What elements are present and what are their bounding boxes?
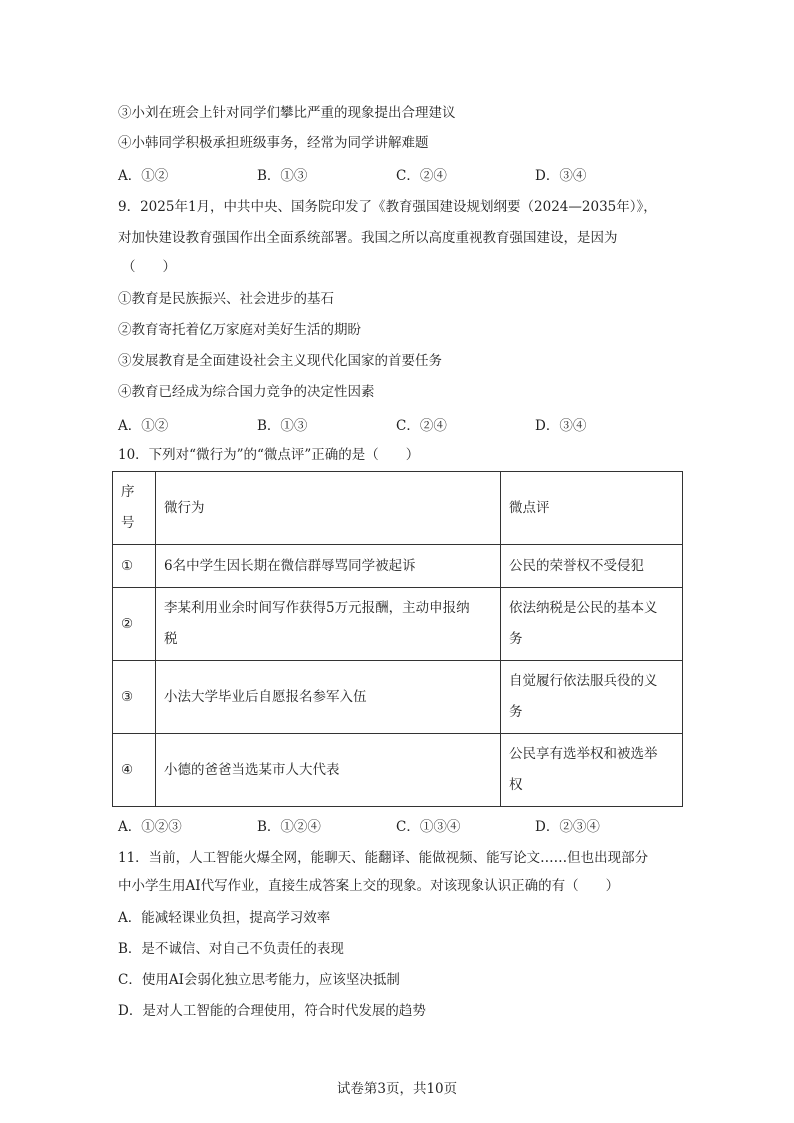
q9-option-a[interactable]: A．①②: [118, 418, 169, 434]
table-row: [113, 661, 683, 734]
table-row: [113, 734, 683, 807]
q10-options: [118, 815, 678, 833]
table-row: [113, 588, 683, 661]
row-action: 小德的爸爸当选某市人大代表: [156, 734, 501, 807]
q8-option-d[interactable]: D．③④: [535, 168, 587, 184]
q8-option-b[interactable]: B．①③: [257, 168, 308, 184]
q10-option-d[interactable]: D．②③④: [535, 819, 600, 835]
page-footer: 试卷第3页，共10页: [336, 1081, 458, 1097]
row-number: ④: [113, 734, 156, 807]
q9-stem-line-1: 9．2025年1月，中共中央、国务院印发了《教育强国建设规划纲要（2024—2035年）》，: [118, 199, 657, 215]
q9-stem-line-2: 对加快建设教育强国作出全面系统部署。我国之所以高度重视教育强国建设，是因为: [118, 230, 618, 246]
q8-options: [118, 164, 678, 182]
row-action: 6名中学生因长期在微信群辱骂同学被起诉: [156, 545, 501, 588]
q11-option-d[interactable]: D．是对人工智能的合理使用，符合时代发展的趋势: [118, 1003, 426, 1019]
row-comment: 依法纳税是公民的基本义 务: [501, 588, 683, 661]
header-number: 序 号: [113, 472, 156, 545]
row-number: ②: [113, 588, 156, 661]
q11-option-a[interactable]: A．能减轻课业负担，提高学习效率: [118, 910, 331, 926]
q8-item-4: ④小韩同学积极承担班级事务，经常为同学讲解难题: [118, 135, 429, 151]
table-row: [113, 545, 683, 588]
q9-option-d[interactable]: D．③④: [535, 418, 587, 434]
row-action: 李某利用业余时间写作获得5万元报酬，主动申报纳 税: [156, 588, 501, 661]
q9-option-c[interactable]: C．②④: [396, 418, 447, 434]
row-comment: 自觉履行依法服兵役的义 务: [501, 661, 683, 734]
q10-option-b[interactable]: B．①②④: [257, 819, 321, 835]
q11-stem-line-1: 11．当前，人工智能火爆全网，能聊天、能翻译、能做视频、能写论文……但也出现部分: [118, 850, 649, 866]
header-comment: 微点评: [501, 472, 683, 545]
q8-item-3: ③小刘在班会上针对同学们攀比严重的现象提出合理建议: [118, 105, 456, 121]
q11-option-c[interactable]: C．使用AI会弱化独立思考能力，应该坚决抵制: [118, 972, 400, 988]
q10-option-a[interactable]: A．①②③: [118, 819, 182, 835]
q9-options: [118, 414, 678, 432]
q9-answer-bracket: （ ）: [122, 259, 176, 275]
q9-item-1: ①教育是民族振兴、社会进步的基石: [118, 291, 334, 307]
q9-item-3: ③发展教育是全面建设社会主义现代化国家的首要任务: [118, 353, 442, 369]
table-header-row: [113, 472, 683, 545]
header-action: 微行为: [156, 472, 501, 545]
q9-option-b[interactable]: B．①③: [257, 418, 308, 434]
q11-stem-line-2: 中小学生用AI代写作业，直接生成答案上交的现象。对该现象认识正确的有（ ）: [118, 878, 620, 894]
q8-option-a[interactable]: A．①②: [118, 168, 169, 184]
q9-item-4: ④教育已经成为综合国力竞争的决定性因素: [118, 384, 375, 400]
row-number: ③: [113, 661, 156, 734]
q9-item-2: ②教育寄托着亿万家庭对美好生活的期盼: [118, 322, 361, 338]
q10-stem: 10．下列对“微行为”的“微点评”正确的是（ ）: [118, 447, 420, 463]
row-action: 小法大学毕业后自愿报名参军入伍: [156, 661, 501, 734]
row-number: ①: [113, 545, 156, 588]
q8-option-c[interactable]: C．②④: [396, 168, 447, 184]
q10-option-c[interactable]: C．①③④: [396, 819, 461, 835]
row-comment: 公民享有选举权和被选举 权: [501, 734, 683, 807]
q11-option-b[interactable]: B．是不诚信、对自己不负责任的表现: [118, 941, 344, 957]
row-comment: 公民的荣誉权不受侵犯: [501, 545, 683, 588]
q10-table: [112, 471, 683, 807]
